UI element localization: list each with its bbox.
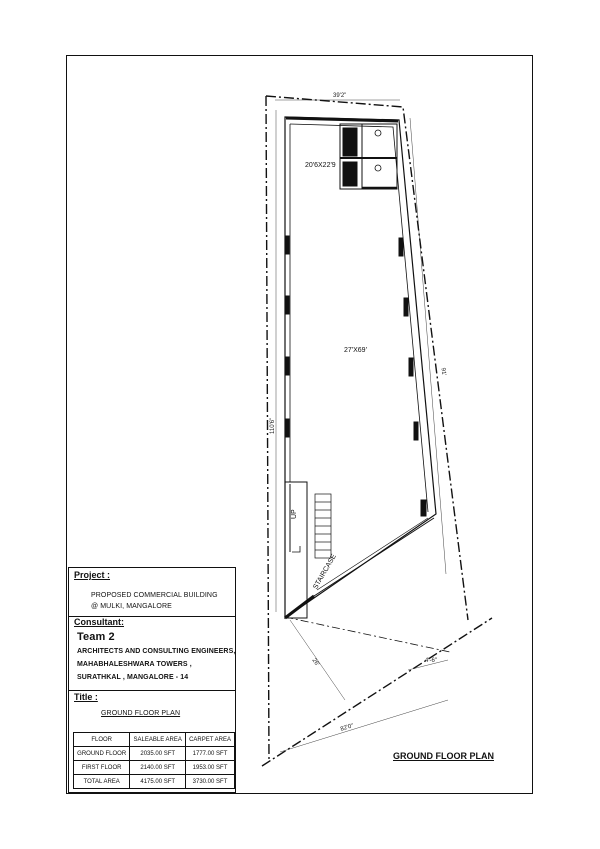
road-line-back: [285, 617, 450, 652]
cell: 2035.00 SFT: [130, 747, 186, 761]
cell: 2140.00 SFT: [130, 761, 186, 775]
project-label: Project :: [74, 570, 111, 580]
column: [285, 357, 289, 375]
dim-front: 26': [310, 657, 320, 668]
cell: 1777.00 SFT: [186, 747, 235, 761]
table-row: [74, 761, 235, 775]
cell: 3730.00 SFT: [186, 775, 235, 789]
cell: FIRST FLOOR: [74, 761, 130, 775]
cell: GROUND FLOOR: [74, 747, 130, 761]
team-name: Team 2: [77, 631, 115, 643]
stair-landing: [285, 596, 314, 618]
table-row: [74, 747, 235, 761]
main-hall-label: 27'X69': [344, 347, 367, 354]
drawing-title: GROUND FLOOR PLAN: [393, 751, 494, 761]
sheet-title: GROUND FLOOR PLAN: [101, 710, 181, 717]
road-line: [262, 618, 492, 766]
column: [285, 236, 289, 254]
title-label: Title :: [74, 692, 98, 702]
column: [399, 238, 403, 256]
staircase-label: STAIRCASE: [312, 553, 338, 591]
column: [409, 358, 413, 376]
table-row: [74, 775, 235, 789]
column: [285, 296, 289, 314]
toilet-door: [343, 128, 357, 156]
dim-top: 39'2": [333, 93, 347, 99]
cell: 1953.00 SFT: [186, 761, 235, 775]
wc-fixture-2: [375, 165, 381, 171]
consultant-line-1: ARCHITECTS AND CONSULTING ENGINEERS,: [77, 648, 236, 655]
dim-right: 91': [439, 367, 447, 377]
toilet-block-label: 20'6X22'9: [305, 162, 336, 169]
consultant-label: Consultant:: [74, 617, 124, 627]
project-name: PROPOSED COMMERCIAL BUILDING: [91, 592, 218, 599]
dim-left: 110'6": [270, 417, 276, 434]
inner-wall: [290, 124, 428, 512]
header-carpet: CARPET AREA: [186, 733, 235, 747]
table-header-row: [74, 733, 235, 747]
consultant-line-2: MAHABHALESHWARA TOWERS ,: [77, 661, 192, 668]
stair-treads: [315, 494, 331, 558]
site-boundary-left: [266, 96, 269, 760]
header-saleable: SALEABLE AREA: [130, 733, 186, 747]
project-location: @ MULKI, MANGALORE: [91, 603, 172, 610]
title-block: [68, 567, 236, 793]
header-floor: FLOOR: [74, 733, 130, 747]
title-divider: [69, 690, 235, 691]
consultant-line-3: SURATHKAL , MANGALORE - 14: [77, 674, 189, 681]
column: [404, 298, 408, 316]
front-wall-inner: [317, 518, 428, 590]
wc-fixture: [375, 130, 381, 136]
column: [414, 422, 418, 440]
dim-setback: 4'-6": [425, 658, 437, 664]
up-label: UP: [291, 509, 298, 519]
cell: TOTAL AREA: [74, 775, 130, 789]
dim-bottom: 82'0": [339, 723, 355, 733]
toilet-door-2: [343, 162, 357, 186]
column: [285, 419, 289, 437]
cell: 4175.00 SFT: [130, 775, 186, 789]
staircase-outline: [285, 482, 307, 618]
top-wall: [286, 118, 398, 121]
site-boundary: [266, 96, 468, 620]
column: [421, 500, 426, 516]
stair-arrow: [292, 546, 300, 552]
area-table: [73, 732, 235, 789]
